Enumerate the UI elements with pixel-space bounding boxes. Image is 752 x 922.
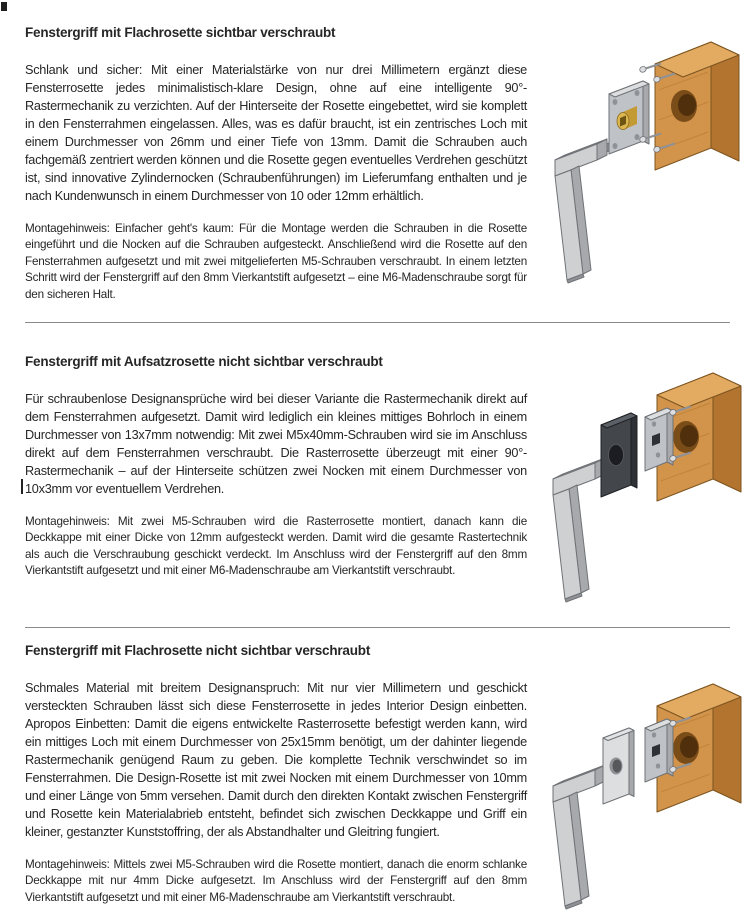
exploded-view-illustration-3 (545, 680, 745, 910)
text-cursor (21, 479, 23, 494)
dark-cover-cap (601, 413, 637, 497)
exploded-view-illustration-2 (545, 369, 745, 605)
product-section-flachrosette-verdeckt (0, 628, 752, 921)
section-heading: Fenstergriff mit Aufsatzrosette nicht sichtbar verschraubt (25, 354, 383, 369)
product-section-aufsatzrosette (0, 323, 752, 627)
section-heading: Fenstergriff mit Flachrosette sichtbar verschraubt (25, 25, 336, 40)
illustration-column (541, 642, 745, 910)
wood-block (655, 42, 739, 170)
section-note: Montagehinweis: Einfacher geht's kaum: Für die Montage werden die Schrauben in die Rosette eingeführt und die Nocken auf die Schrauben aufgesteckt. Anschließend wird die Rosette auf den Fensterrahmen aufgesetzt und mit zwei mitgelieferten M5-Schrauben verschraubt. In einem letzten Schritt wird der Fenstergriff auf den 8mm Vierkantstift aufgesetzt – eine M6-Madenschraube sorgt für den sicheren Halt. (25, 222, 527, 301)
product-section-flachrosette-sichtbar (0, 0, 752, 322)
exploded-view-illustration-1 (545, 36, 745, 286)
illustration-column (541, 353, 745, 605)
section-note: Montagehinweis: Mittels zwei M5-Schrauben wird die Rosette montiert, danach die enorm schlanke Deckkappe mit nur 4mm Dicke aufgesetzt. Im Anschluss wird der Fenstergriff auf den 8mm Vierkantstift aufgesetzt und mit einer M6-Madenschraube am Vierkantstift verschraubt. (25, 858, 527, 904)
section-heading: Fenstergriff mit Flachrosette nicht sichtbar verschraubt (25, 643, 371, 658)
illustration-column (541, 24, 745, 286)
text-column (25, 24, 527, 303)
section-note: Montagehinweis: Mit zwei M5-Schrauben wird die Rasterrosette montiert, danach kann die Deckkappe mit einer Dicke von 12mm aufgesteckt werden. Damit wird die gesamte Rastertechnik als auch die Verschraubung geschickt verdeckt. Im Anschluss wird der Fenstergriff auf den 8mm Vierkantstift aufgesetzt und mit einer M6-Madenschraube am Vierkantstift verschraubt. (25, 515, 527, 578)
text-column (25, 642, 527, 906)
raster-rosette (645, 408, 673, 471)
window-handle (555, 139, 617, 283)
section-body: Schlank und sicher: Mit einer Materialstärke von nur drei Millimetern ergänzt diese Fensterrosette jedes minimalistisch-klare Design, ohne auf eine intelligente 90°-Rastermechanik zu verzichten. Auf der Hinterseite der Rosette eingebettet, wird sie komplett in den Fensterrahmen eingelassen. Alles, was es dafür braucht, ist ein zentrisches Loch mit einem Durchmesser von 26mm und einer Tiefe von 13mm. Damit die Schrauben auch fachgemäß zentriert werden können und die Rosette gegen eventuelles Verdrehen geschützt ist, sind innovative Zylindernocken (Schraubenführungen) im Lieferumfang enthalten und je nach Kundenwunsch in einem Durchmesser von 10 oder 12mm erhältlich. (25, 63, 527, 203)
section-body: Schmales Material mit breitem Designanspruch: Mit nur vier Millimetern und geschickt versteckten Schrauben lässt sich diese Fensterrosette in jedes Interior Design einbetten. Apropos Einbetten: Damit die eigens entwickelte Rasterrosette befestigt werden kann, wird ein mittiges Loch mit einem Durchmesser von 25x15mm benötigt, um der dahinter liegende Rastermechanik genügend Raum zu geben. Die komplette Technik verschwindet so im Fensterrahmen. Die Design-Rosette ist mit zwei Nocken mit einem Durchmesser von 10mm und einer Länge von 5mm versehen. Damit durch den direkten Kontakt zwischen Fenstergriff und Rosette kein Materialabrieb entsteht, befindet sich zwischen Deckkappe und Griff ein kleiner, gestanzter Kunststoffring, der als Abstandhalter und Gleitring fungiert. (25, 681, 527, 839)
corner-mark (1, 2, 7, 11)
text-column (25, 353, 527, 580)
section-body: Für schraubenlose Designansprüche wird bei dieser Variante die Rastermechanik direkt auf dem Fensterrahmen aufgesetzt. Damit wird lediglich ein kleines mittiges Bohrloch in einem Durchmesser von 13x7mm notwendig: Mit zwei M5x40mm-Schrauben wird sie im Anschluss direkt auf dem Fensterrahmen verschraubt. Die Rasterrosette überzeugt mit einer 90°-Rastermechanik – auf der Hinterseite schützen zwei Nocken mit einem Durchmesser von 10x3mm vor eventuellem Verdrehen. (25, 392, 527, 496)
slim-cover-plate (603, 728, 634, 804)
raster-rosette (645, 719, 673, 782)
